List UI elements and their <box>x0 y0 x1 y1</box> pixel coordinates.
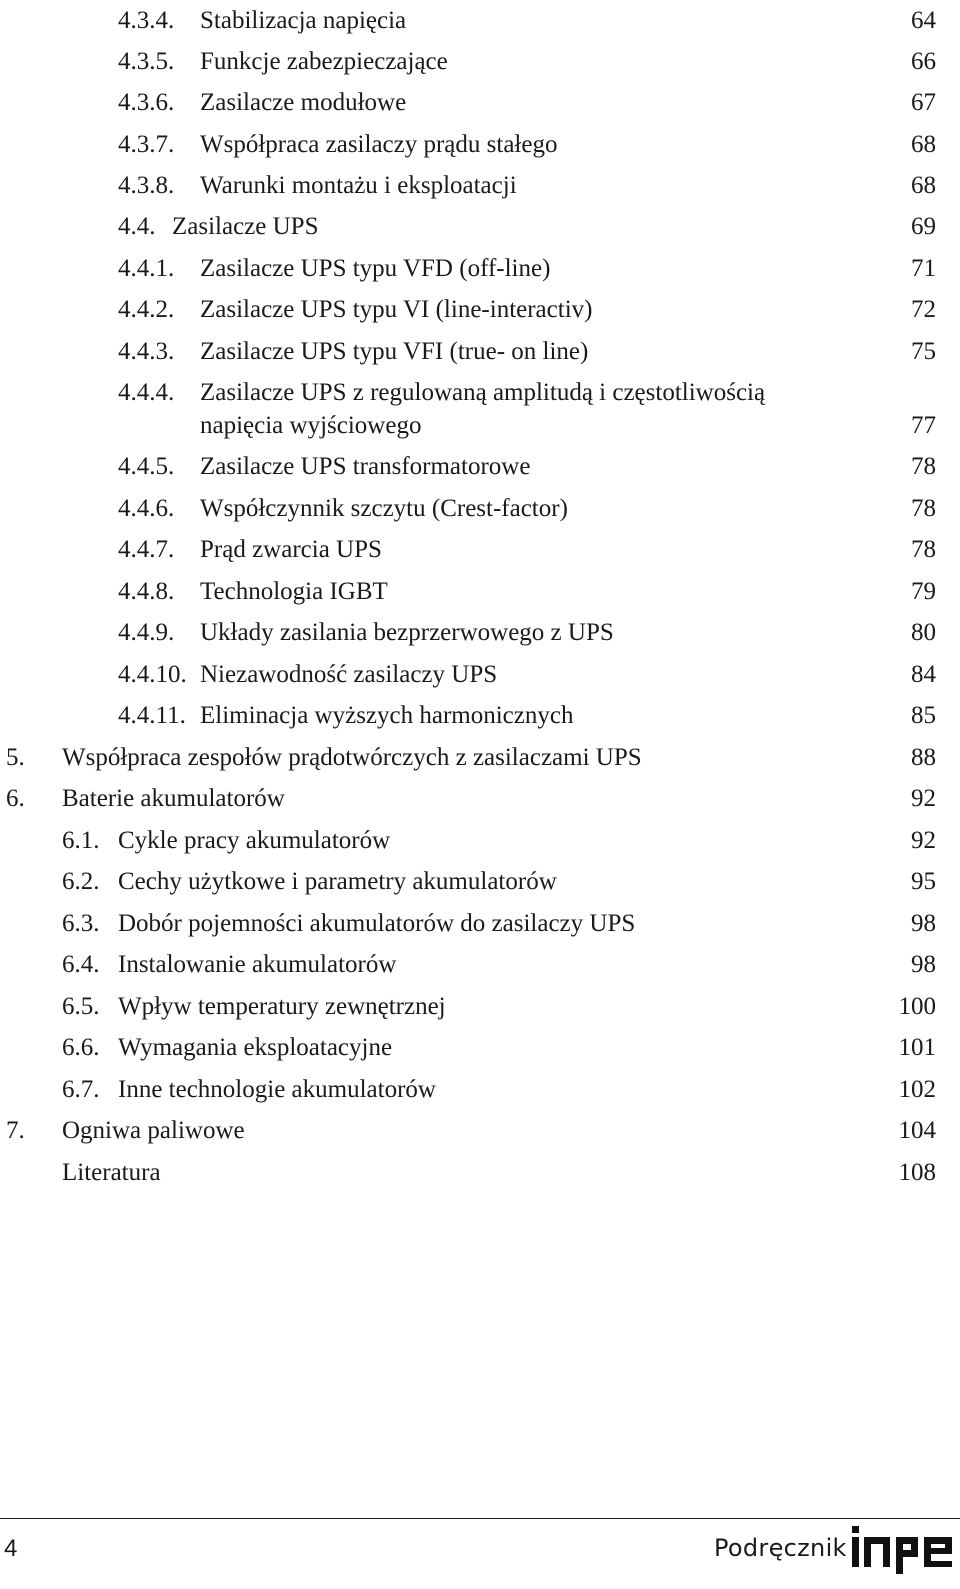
footer-page-number: 4 <box>4 1535 18 1562</box>
toc-entry-number: 6. <box>6 785 25 812</box>
toc-entry-number: 6.2. <box>62 868 100 895</box>
toc-entry-page: 71 <box>911 255 936 282</box>
toc-entry <box>0 571 960 612</box>
toc-entry-number: 4.4.6. <box>118 495 175 522</box>
toc-entry-title: Instalowanie akumulatorów <box>118 951 397 978</box>
inpe-logo <box>848 1522 956 1574</box>
toc-entry-page: 64 <box>911 7 936 34</box>
toc-entry-title: Współpraca zasilaczy prądu stałego <box>200 131 558 158</box>
toc-entry-number: 4.4.4. <box>118 379 175 406</box>
toc-entry-number: 4.3.4. <box>118 7 175 34</box>
toc-entry-number: 4.3.6. <box>118 89 175 116</box>
toc-entry-number: 4.4.2. <box>118 296 175 323</box>
toc-entry <box>0 1152 960 1193</box>
toc-entry-number: 4.4.10. <box>118 661 187 688</box>
toc-entry-page: 95 <box>911 868 936 895</box>
toc-entry-title: Zasilacze UPS typu VFI (true- on line) <box>200 338 589 365</box>
toc-entry-title: Cykle pracy akumulatorów <box>118 827 391 854</box>
toc-entry-title: Technologia IGBT <box>200 578 388 605</box>
toc-entry <box>0 654 960 695</box>
toc-entry <box>0 82 960 123</box>
toc-entry-number: 7. <box>6 1117 25 1144</box>
toc-entry <box>0 41 960 82</box>
toc-entry <box>0 737 960 778</box>
toc-entry-title: Współpraca zespołów prądotwórczych z zasilaczami UPS <box>62 744 642 771</box>
toc-entry-number: 6.5. <box>62 993 100 1020</box>
toc-entry-title: Eliminacja wyższych harmonicznych <box>200 702 574 729</box>
toc-entry-page: 92 <box>911 827 936 854</box>
toc-entry <box>0 695 960 736</box>
toc-entry <box>0 1110 960 1151</box>
toc-entry-page: 108 <box>898 1159 936 1186</box>
toc-entry-title: Wpływ temperatury zewnętrznej <box>118 993 446 1020</box>
toc-entry-page: 79 <box>911 578 936 605</box>
toc-entry-page: 68 <box>911 131 936 158</box>
toc-entry <box>0 986 960 1027</box>
toc-entry-title: Warunki montażu i eksploatacji <box>200 172 517 199</box>
toc-entry-title: Cechy użytkowe i parametry akumulatorów <box>118 868 557 895</box>
toc-entry-title: Dobór pojemności akumulatorów do zasilaczy UPS <box>118 910 636 937</box>
toc-entry <box>0 372 960 439</box>
toc-entry-page: 67 <box>911 89 936 116</box>
toc-entry-page: 66 <box>911 48 936 75</box>
toc-entry-title: Współczynnik szczytu (Crest-factor) <box>200 495 568 522</box>
toc-entry-page: 69 <box>911 213 936 240</box>
toc-entry <box>0 944 960 985</box>
toc-entry <box>0 1027 960 1068</box>
toc-entry-number: 4.4.11. <box>118 702 186 729</box>
toc-entry <box>0 124 960 165</box>
toc-entry <box>0 903 960 944</box>
toc-entry <box>0 165 960 206</box>
toc-entry-page: 104 <box>898 1117 936 1144</box>
toc-entry-page: 78 <box>911 453 936 480</box>
toc-entry-page: 77 <box>911 412 936 439</box>
toc-entry-title: Niezawodność zasilaczy UPS <box>200 661 498 688</box>
toc-entry-page: 84 <box>911 661 936 688</box>
toc-entry <box>0 861 960 902</box>
toc-entry <box>0 206 960 247</box>
toc-entry-number: 6.4. <box>62 951 100 978</box>
toc-entry-title: Ogniwa paliwowe <box>62 1117 245 1144</box>
toc-entry-page: 101 <box>898 1034 936 1061</box>
footer-rule <box>0 1518 960 1519</box>
toc-entry-number: 6.6. <box>62 1034 100 1061</box>
toc-entry-page: 68 <box>911 172 936 199</box>
toc-entry-title-continuation: napięcia wyjściowego <box>200 412 422 439</box>
toc-entry <box>0 778 960 819</box>
toc-entry-page: 75 <box>911 338 936 365</box>
toc-entry <box>0 488 960 529</box>
toc-entry <box>0 820 960 861</box>
toc-entry-title: Wymagania eksploatacyjne <box>118 1034 393 1061</box>
toc-entry-number: 4.4.3. <box>118 338 175 365</box>
toc-entry-title: Funkcje zabezpieczające <box>200 48 448 75</box>
toc-entry-page: 98 <box>911 910 936 937</box>
toc-entry-number: 6.3. <box>62 910 100 937</box>
toc-entry-page: 102 <box>898 1076 936 1103</box>
toc-entry-title: Zasilacze UPS typu VFD (off-line) <box>200 255 551 282</box>
toc-entry-title: Prąd zwarcia UPS <box>200 536 382 563</box>
toc-entry-title: Zasilacze UPS transformatorowe <box>200 453 531 480</box>
toc-entry-title: Zasilacze UPS z regulowaną amplitudą i częstotliwością <box>200 379 766 406</box>
toc-entry <box>0 0 960 41</box>
toc-entry-number: 6.7. <box>62 1076 100 1103</box>
toc-entry-title: Stabilizacja napięcia <box>200 7 407 34</box>
toc-entry-title: Zasilacze UPS typu VI (line-interactiv) <box>200 296 593 323</box>
toc-entry-number: 4.3.8. <box>118 172 175 199</box>
toc-entry <box>0 289 960 330</box>
toc-entry-page: 78 <box>911 495 936 522</box>
toc-entry-title: Baterie akumulatorów <box>62 785 285 812</box>
footer-label: Podręcznik <box>714 1534 847 1562</box>
toc-entry-number: 6.1. <box>62 827 100 854</box>
toc-entry-page: 92 <box>911 785 936 812</box>
toc-entry-title: Inne technologie akumulatorów <box>118 1076 436 1103</box>
toc-entry-number: 4.4.7. <box>118 536 175 563</box>
toc-entry <box>0 248 960 289</box>
toc-entry-number: 4.4.5. <box>118 453 175 480</box>
toc-entry-page: 78 <box>911 536 936 563</box>
toc-entry-page: 88 <box>911 744 936 771</box>
toc-entry <box>0 612 960 653</box>
toc-entry-number: 4.4. <box>118 213 156 240</box>
toc-entry-number: 4.3.7. <box>118 131 175 158</box>
toc-entry-page: 72 <box>911 296 936 323</box>
toc-entry-number: 4.4.8. <box>118 578 175 605</box>
toc-entry <box>0 529 960 570</box>
toc-entry-number: 4.4.9. <box>118 619 175 646</box>
toc-entry <box>0 446 960 487</box>
toc-entry-title: Literatura <box>62 1159 161 1186</box>
toc-entry-title: Zasilacze modułowe <box>200 89 407 116</box>
toc-entry-page: 100 <box>898 993 936 1020</box>
toc-entry <box>0 331 960 372</box>
toc-entry-number: 4.3.5. <box>118 48 175 75</box>
toc-entry-page: 80 <box>911 619 936 646</box>
toc-entry <box>0 1069 960 1110</box>
toc-entry-number: 4.4.1. <box>118 255 175 282</box>
toc-entry-title: Układy zasilania bezprzerwowego z UPS <box>200 619 614 646</box>
toc-entry-page: 85 <box>911 702 936 729</box>
toc-entry-page: 98 <box>911 951 936 978</box>
toc-entry-title: Zasilacze UPS <box>172 213 319 240</box>
toc-entry-number: 5. <box>6 744 25 771</box>
